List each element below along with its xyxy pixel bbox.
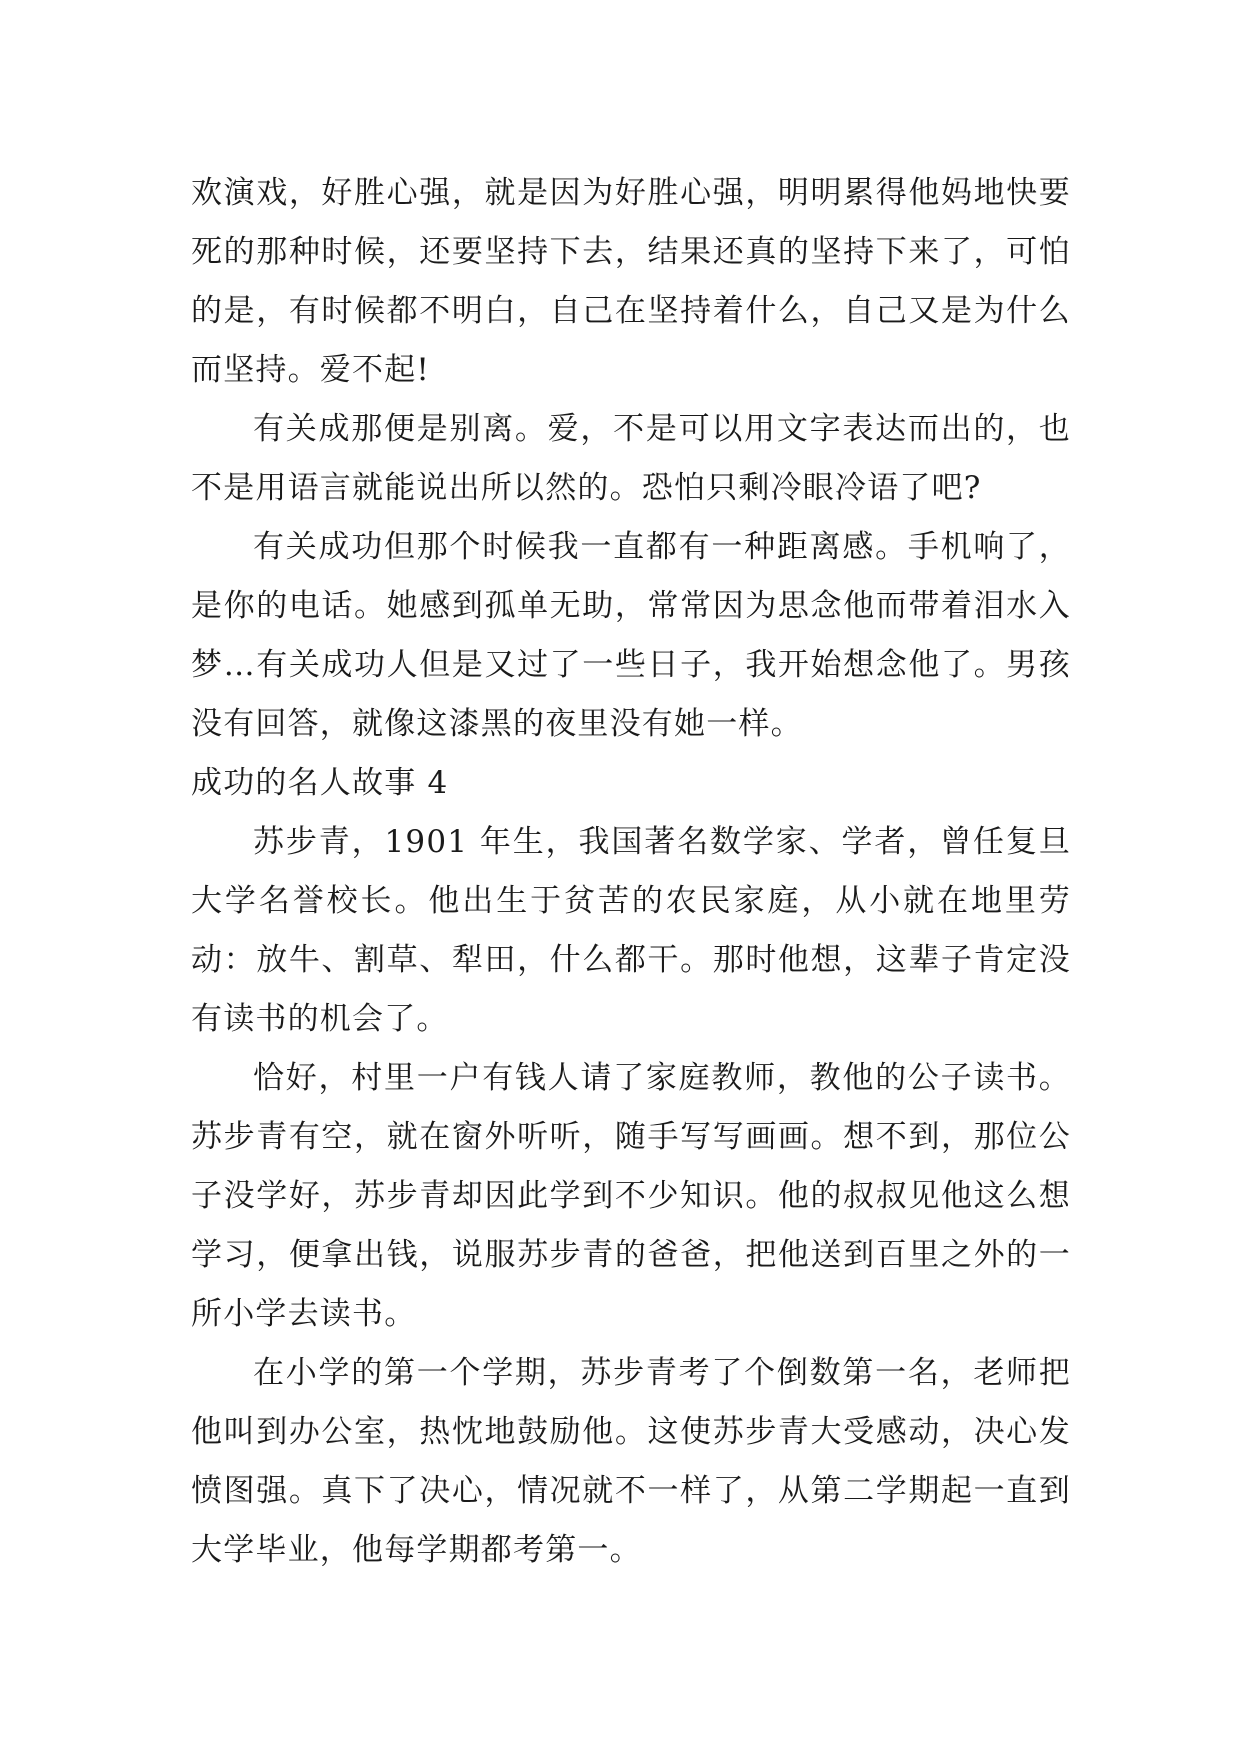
paragraph: 苏步青，1901 年生，我国著名数学家、学者，曾任复旦大学名誉校长。他出生于贫苦的农民家庭，从小就在地里劳动：放牛、割草、犁田，什么都干。那时他想，这辈子肯定没有读书的机会了。 <box>191 824 1071 1037</box>
section-heading: 成功的名人故事 4 <box>191 765 449 801</box>
paragraph: 有关成功但那个时候我一直都有一种距离感。手机响了，是你的电话。她感到孤单无助，常常因为思念他而带着泪水入梦…有关成功人但是又过了一些日子，我开始想念他了。男孩没有回答，就像这漆黑的夜里没有她一样。 <box>191 529 1071 742</box>
paragraph: 在小学的第一个学期，苏步青考了个倒数第一名，老师把他叫到办公室，热忱地鼓励他。这使苏步青大受感动，决心发愤图强。真下了决心，情况就不一样了，从第二学期起一直到大学毕业，他每学期都考第一。 <box>191 1355 1071 1568</box>
paragraph: 有关成那便是别离。爱，不是可以用文字表达而出的，也不是用语言就能说出所以然的。恐怕只剩冷眼冷语了吧? <box>191 411 1071 506</box>
document-body <box>191 164 1071 1580</box>
paragraph-continued: 欢演戏，好胜心强，就是因为好胜心强，明明累得他妈地快要死的那种时候，还要坚持下去，结果还真的坚持下来了，可怕的是，有时候都不明白，自己在坚持着什么，自己又是为什么而坚持。爱不起! <box>191 175 1071 388</box>
paragraph: 恰好，村里一户有钱人请了家庭教师，教他的公子读书。苏步青有空，就在窗外听听，随手写写画画。想不到，那位公子没学好，苏步青却因此学到不少知识。他的叔叔见他这么想学习，便拿出钱，说服苏步青的爸爸，把他送到百里之外的一所小学去读书。 <box>191 1060 1071 1332</box>
